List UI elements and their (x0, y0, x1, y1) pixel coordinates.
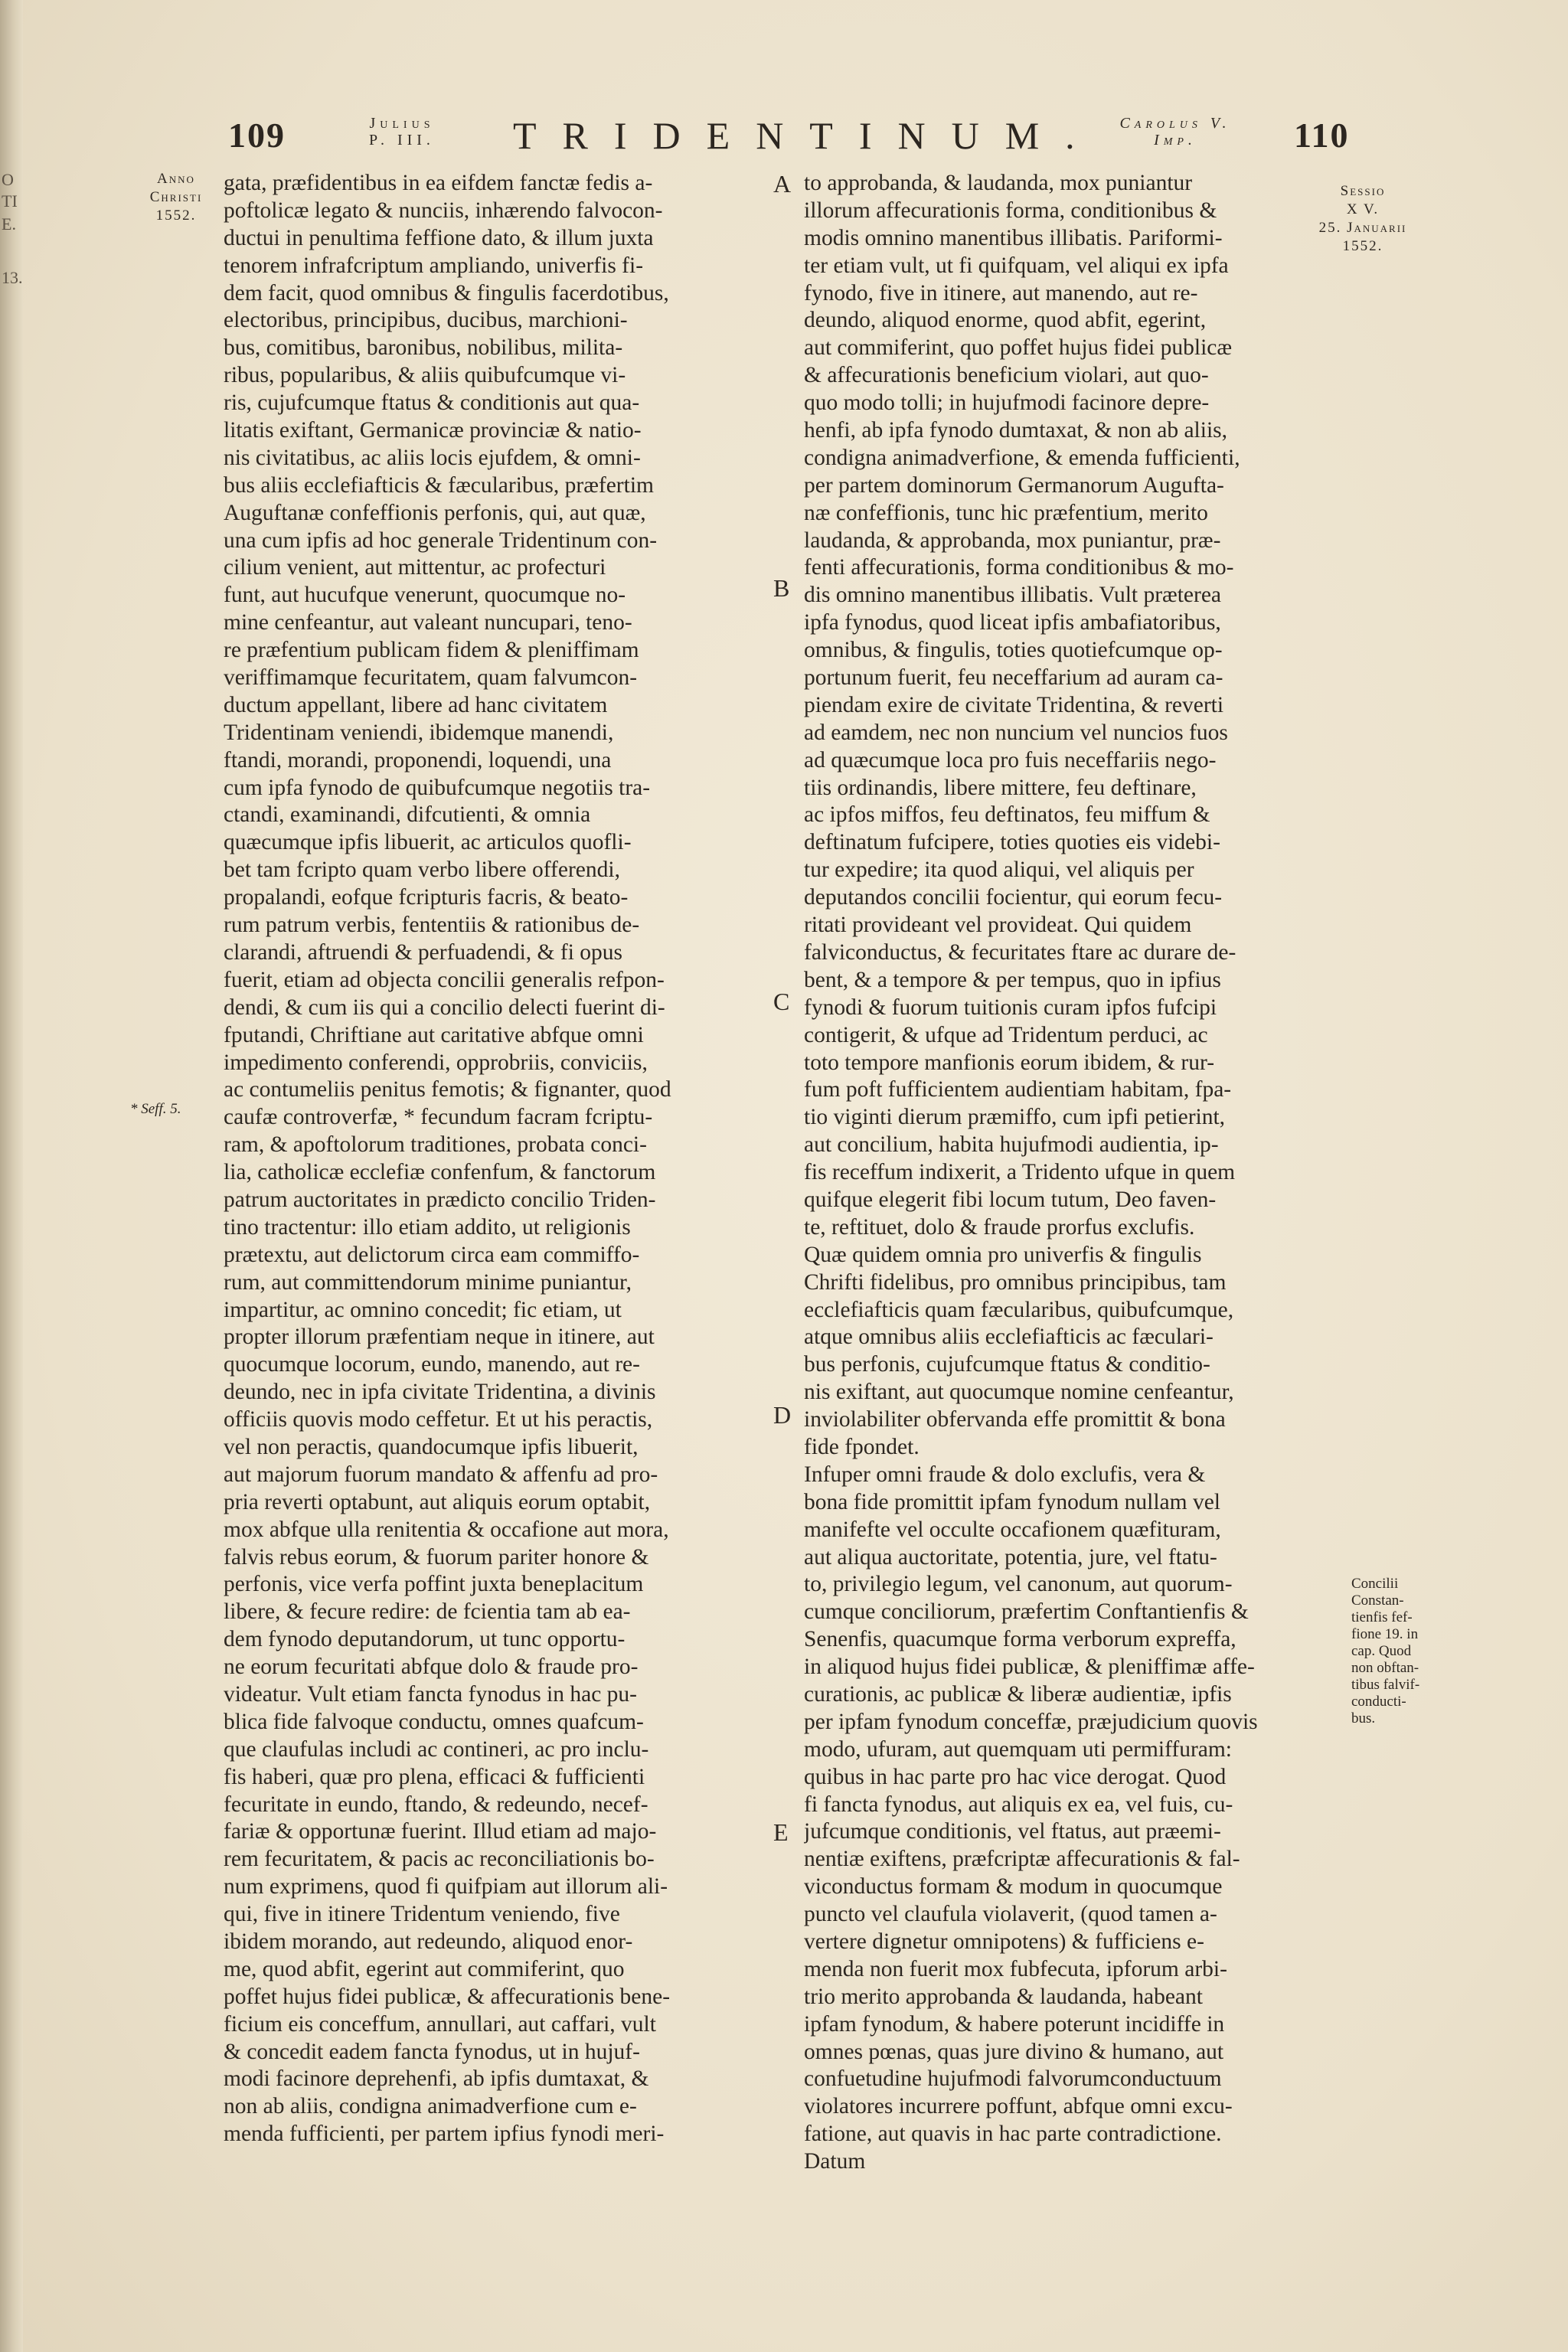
text-line: fenti affecurationis, forma conditionibus & mo- (804, 555, 1234, 580)
text-line: lia, catholicæ ecclefiæ confenfum, & fanctorum (224, 1160, 656, 1185)
text-line: rem fecuritatem, & pacis ac reconciliationis bo- (224, 1847, 655, 1872)
section-letter-c: C (773, 988, 790, 1015)
text-line: Tridentinam veniendi, ibidemque manendi, (224, 720, 614, 745)
text-line: tur expedire; ita quod aliqui, vel aliquis per (804, 858, 1194, 883)
header-pope-name: Julius (369, 115, 435, 132)
text-line: aut aliqua auctoritate, potentia, jure, vel ftatu- (804, 1544, 1217, 1570)
header-emperor-name: Carolus V. (1119, 115, 1231, 132)
text-line: ipfam fynodum, & habere poterunt incidiffe in (804, 2011, 1225, 2037)
book-page (23, 0, 1568, 2352)
margin-christi: Christi (149, 189, 203, 205)
text-line: quæcumque ipfis libuerit, ac articulos quofli- (224, 830, 632, 855)
text-line: & concedit eadem fancta fynodus, ut in hujuf- (224, 2039, 640, 2064)
book-spine (0, 0, 23, 2352)
text-line: non ab aliis, condigna animadverfione cum e- (224, 2094, 637, 2119)
text-line: cumque conciliorum, præfertim Conftantienfis & (804, 1599, 1249, 1625)
text-line: næ confeffionis, tunc hic præfentium, merito (804, 500, 1208, 525)
text-line: menda non fuerit mox fubfecuta, ipforum arbi- (804, 1956, 1227, 1981)
text-line: inviolabiliter obfervanda effe promittit & bona (804, 1407, 1226, 1432)
text-line: veriffimamque fecuritatem, quam falvumcon- (224, 665, 638, 691)
text-line: ad quæcumque loca pro fuis neceffariis nego- (804, 747, 1217, 773)
text-line: falvis rebus eorum, & fuorum pariter honore & (224, 1544, 649, 1570)
text-line: qui, five in itinere Tridentum veniendo, five (224, 1902, 620, 1927)
text-line: omnes pœnas, quas jure divino & humano, aut (804, 2039, 1224, 2064)
margin-note-line: non obftan- (1351, 1660, 1419, 1676)
text-line: bent, & a tempore & per tempus, quo in ipfius (804, 967, 1221, 992)
text-line: violatores incurrere poffunt, abfque omni excu- (804, 2094, 1233, 2119)
text-line: ac contumeliis penitus femotis; & fignanter, quod (224, 1077, 671, 1102)
text-line: Senenfis, quacumque forma verborum expreffa, (804, 1627, 1236, 1652)
text-line: bona fide promittit ipfam fynodum nullam vel (804, 1489, 1221, 1514)
text-line: manifefte vel occulte occafionem quæfituram, (804, 1517, 1221, 1542)
text-line: Chrifti fidelibus, pro omnibus principibus, tam (804, 1269, 1227, 1295)
margin-note-line: tibus falvif- (1351, 1677, 1420, 1693)
text-line: nentiæ exiftens, præfcriptæ affecurationis & fal- (804, 1847, 1240, 1872)
text-line: trio merito approbanda & laudanda, habeant (804, 1984, 1203, 2009)
text-line: blica fide falvoque conductu, omnes quafcum- (224, 1709, 644, 1734)
text-line: fynodo, five in itinere, aut manendo, aut re- (804, 280, 1198, 305)
text-line: fynodi & fuorum tuitionis curam ipfos fufcipi (804, 995, 1217, 1020)
text-line: tino tractentur: illo etiam addito, ut religionis (224, 1214, 631, 1240)
text-line: rum, aut committendorum minime puniantur, (224, 1269, 632, 1295)
text-line: fi fancta fynodus, aut aliquis ex ea, vel fuis, cu- (804, 1792, 1233, 1817)
text-line: to approbanda, & laudanda, mox puniantur (804, 171, 1193, 195)
spine-fragment: O (2, 170, 14, 189)
running-title: TRIDENTINUM. (513, 114, 1101, 157)
margin-date: 25. Januarii (1318, 220, 1407, 236)
text-line: quocumque locorum, eundo, manendo, aut re- (224, 1352, 640, 1377)
text-line: aut majorum fuorum mandato & affenfu ad pro- (224, 1462, 658, 1487)
text-line: patrum auctoritates in prædicto concilio Triden- (224, 1187, 656, 1212)
text-line: ac ipfos miffos, feu deftinatos, feu miffum & (804, 802, 1210, 828)
text-line: vel non peractis, quandocumque ipfis libuerit, (224, 1434, 639, 1459)
text-line: henfi, ab ipfa fynodo dumtaxat, & non ab aliis, (804, 418, 1227, 443)
page-number-left: 109 (228, 116, 286, 155)
text-line: curationis, ac publicæ & liberæ audientiæ, ipfis (804, 1681, 1232, 1707)
text-line: menda fufficienti, per partem ipfius fynodi meri- (224, 2122, 665, 2147)
section-letter-b: B (773, 574, 790, 602)
text-line: Infuper omni fraude & dolo exclufis, vera & (804, 1462, 1206, 1487)
margin-date-year: 1552. (1342, 238, 1383, 254)
text-line: re præfentium publicam fidem & pleniffimam (224, 638, 639, 663)
text-line: Quæ quidem omnia pro univerfis & fingulis (804, 1242, 1202, 1267)
margin-anno: Anno (157, 171, 195, 187)
text-line: bus, comitibus, baronibus, nobilibus, milita- (224, 335, 623, 361)
text-line: deundo, aliquod enorme, quod abfit, egerint, (804, 308, 1207, 333)
text-line: perfonis, vice verfa poffint juxta beneplacitum (224, 1572, 644, 1597)
text-line: rum patrum verbis, fententiis & rationibus de- (224, 913, 640, 938)
text-line: portunum fuerit, feu neceffarium ad auram ca- (804, 665, 1223, 691)
section-letter-e: E (773, 1818, 789, 1846)
text-line: ductum appellant, libere ad hanc civitatem (224, 692, 608, 717)
margin-sessio-number: X V. (1346, 201, 1380, 217)
text-line: per ipfam fynodum conceffæ, præjudicium quovis (804, 1709, 1258, 1734)
text-line: modo, ufuram, aut quemquam uti permiffuram: (804, 1736, 1233, 1762)
text-line: fuerit, etiam ad objecta concilii generalis refpon- (224, 967, 665, 992)
text-line: quibus in hac parte pro hac vice derogat. Quod (804, 1764, 1227, 1789)
text-line: litatis exiftant, Germanicæ provinciæ & natio- (224, 418, 642, 443)
text-line: ribus, popularibus, & aliis quibufcumque vi- (224, 363, 626, 388)
header-pope (345, 115, 459, 149)
text-line: gata, præfidentibus in ea eifdem fanctæ fedis a- (224, 171, 653, 195)
text-line: ter etiam vult, ut fi quifquam, vel aliqui ex ipfa (804, 253, 1229, 278)
margin-note-line: tienfis fef- (1351, 1609, 1413, 1625)
text-line: dem fynodo deputandorum, ut tunc opportu- (224, 1627, 626, 1652)
spine-fragment: E. (2, 214, 16, 234)
text-line: illorum affecurationis forma, conditionibus & (804, 198, 1217, 223)
text-line: Auguftanæ confeffionis perfonis, qui, aut quæ, (224, 500, 646, 525)
text-line: fis haberi, quæ pro plena, efficaci & fufficienti (224, 1764, 645, 1789)
text-line: laudanda, & approbanda, mox puniantur, præ- (804, 528, 1221, 553)
text-line: deftinatum fufcipere, toties quoties eis videbi- (804, 830, 1220, 855)
text-line: fputandi, Chriftiane aut caritative abfque omni (224, 1022, 644, 1047)
margin-note-line: cap. Quod (1351, 1643, 1412, 1659)
text-line: tenorem infrafcriptum ampliando, univerfis fi- (224, 253, 644, 278)
text-line: propalandi, eofque fcripturis facris, & beato- (224, 885, 629, 910)
margin-sessio: Sessio (1340, 183, 1386, 199)
text-line: per partem dominorum Germanorum Augufta- (804, 472, 1224, 498)
text-line: caufæ controverfæ, * fecundum facram fcriptu- (224, 1105, 653, 1130)
header-pope-title: P. III. (369, 132, 435, 149)
text-line: fecuritate in eundo, ftando, & redeundo, necef- (224, 1792, 648, 1817)
text-line: puncto vel claufula violaverit, (quod tamen a- (804, 1902, 1217, 1927)
text-line: modis omnino manentibus illibatis. Pariformi- (804, 225, 1223, 250)
text-line: to, privilegio legum, vel canonum, aut quorum- (804, 1572, 1233, 1597)
text-line: libere, & fecure redire: de fcientia tam ab ea- (224, 1599, 631, 1625)
section-letter-a: A (773, 170, 792, 198)
text-line: aut commiferint, quo poffet hujus fidei publicæ (804, 335, 1233, 361)
margin-note-line: bus. (1351, 1710, 1376, 1726)
spine-fragment: 13. (2, 268, 23, 287)
text-line: quifque elegerit fibi locum tutum, Deo faven- (804, 1187, 1217, 1212)
text-line: piendam exire de civitate Tridentina, & reverti (804, 692, 1224, 717)
text-line: funt, aut hucufque venerunt, quocumque no- (224, 583, 626, 608)
text-line: fis receffum indixerit, a Tridento ufque in quem (804, 1160, 1236, 1185)
text-line: deputandos concilii focientur, qui eorum fecu- (804, 885, 1223, 910)
margin-anno-christi (130, 170, 222, 225)
text-line: viconductus formam & modum in quocumque (804, 1874, 1223, 1900)
text-line: ne eorum fecuritati abfque dolo & fraude pro- (224, 1655, 639, 1680)
text-line: te, reftituet, dolo & fraude prorfus exclufis. (804, 1214, 1195, 1240)
text-line: tio viginti dierum præmiffo, cum ipfi petierint, (804, 1105, 1226, 1130)
text-line: & affecurationis beneficium violari, aut quo- (804, 363, 1209, 388)
text-column-right (804, 170, 1340, 2176)
text-line: ram, & apoftolorum traditiones, probata conci- (224, 1132, 647, 1158)
text-line: condigna animadverfione, & emenda fufficienti, (804, 445, 1240, 470)
text-line: cilium venient, aut mittentur, ac profecturi (224, 555, 606, 580)
text-line: bus perfonis, cujufcumque ftatus & conditio- (804, 1352, 1210, 1377)
text-line: aut concilium, habita hujufmodi audientia, ip- (804, 1132, 1219, 1158)
text-line: clarandi, aftruendi & perfuadendi, & fi opus (224, 939, 622, 965)
text-line: poffet hujus fidei publicæ, & affecurationis bene- (224, 1984, 671, 2009)
text-line: confuetudine hujufmodi falvorumconductuum (804, 2066, 1222, 2092)
text-line: modi facinore deprehenfi, ab ipfis dumtaxat, & (224, 2066, 649, 2092)
margin-year: 1552. (155, 207, 197, 224)
text-line: cum ipfa fynodo de quibufcumque negotiis tra- (224, 775, 651, 800)
text-line: ritati provideant vel provideat. Qui quidem (804, 913, 1192, 938)
text-line: bus aliis ecclefiafticis & fæcularibus, præfertim (224, 472, 654, 498)
text-line: tiis ordinandis, libere mittere, feu deftinare, (804, 775, 1197, 800)
header-emperor (1087, 115, 1263, 149)
text-line: ibidem morando, aut redeundo, aliquod enor- (224, 1929, 633, 1954)
text-line: contigerit, & ufque ad Tridentum perduci, ac (804, 1022, 1208, 1047)
margin-note-line: fione 19. in (1351, 1626, 1419, 1642)
text-line: poftolicæ legato & nunciis, inhærendo falvocon- (224, 198, 663, 223)
text-line: dis omnino manentibus illibatis. Vult præterea (804, 583, 1222, 608)
text-line: officiis quovis modo ceffetur. Et ut his peractis, (224, 1407, 653, 1432)
text-line: fide fpondet. (804, 1434, 920, 1459)
text-line: una cum ipfis ad hoc generale Tridentinum con- (224, 528, 658, 553)
text-line: pria reverti optabunt, aut aliquis eorum optabit, (224, 1489, 651, 1514)
text-line: vertere dignetur omnipotens) & fufficiens e- (804, 1929, 1204, 1954)
text-line: fariæ & opportunæ fuerint. Illud etiam ad majo- (224, 1819, 657, 1844)
text-line: in aliquod hujus fidei publicæ, & pleniffimæ affe- (804, 1655, 1255, 1680)
text-line: ipfa fynodus, quod liceat ipfis ambafiatoribus, (804, 610, 1221, 635)
text-line: dem facit, quod omnibus & fingulis facerdotibus, (224, 280, 669, 305)
text-line: Datum (804, 2149, 866, 2174)
text-line: dendi, & cum iis qui a concilio delecti fuerint di- (224, 995, 665, 1020)
section-letter-d: D (773, 1401, 792, 1429)
text-line: ctandi, examinandi, difcutienti, & omnia (224, 802, 591, 828)
header-emperor-title: Imp. (1154, 132, 1197, 149)
text-line: que claufulas includi ac contineri, ac pro inclu- (224, 1736, 649, 1762)
text-line: atque omnibus aliis ecclefiafticis ac fæculari- (804, 1325, 1214, 1350)
text-line: ris, cujufcumque ftatus & conditionis aut qua- (224, 390, 640, 416)
margin-concilii-constantiensis (1351, 1576, 1459, 1727)
text-line: omnibus, & fingulis, toties quotiefcumque op- (804, 638, 1223, 663)
page-number-right: 110 (1294, 116, 1350, 155)
text-line: electoribus, principibus, ducibus, marchioni- (224, 308, 628, 333)
text-line: num exprimens, quod fi quifpiam aut illorum ali- (224, 1874, 668, 1900)
text-line: toto tempore manfionis eorum ibidem, & rur- (804, 1050, 1215, 1075)
text-line: prætextu, aut delictorum circa eam commiffo- (224, 1242, 640, 1267)
text-line: ficium eis conceffum, annullari, aut caffari, vult (224, 2011, 656, 2037)
margin-session-ref: * Seff. 5. (130, 1101, 181, 1117)
margin-note-line: Concilii (1351, 1576, 1399, 1592)
margin-note-line: Constan- (1351, 1592, 1404, 1609)
margin-note-line: conducti- (1351, 1694, 1406, 1710)
text-line: ductui in penultima feffione dato, & illum juxta (224, 225, 654, 250)
text-line: fatione, aut quavis in hac parte contradictione. (804, 2122, 1222, 2147)
text-line: nis civitatibus, ac aliis locis ejufdem, & omni- (224, 445, 641, 470)
text-line: impedimento conferendi, opprobriis, conviciis, (224, 1050, 648, 1075)
text-column-left (224, 170, 790, 2148)
text-line: impartitur, ac omnino concedit; fic etiam, ut (224, 1297, 622, 1322)
text-line: deundo, nec in ipfa civitate Tridentina, a divinis (224, 1380, 656, 1405)
text-line: videatur. Vult etiam fancta fynodus in hac pu- (224, 1681, 638, 1707)
text-line: propter illorum præfentiam neque in itinere, aut (224, 1325, 655, 1350)
text-line: falviconductus, & fecuritates ftare ac durare de- (804, 939, 1236, 965)
text-line: fum poft fufficientem audientiam habitam, fpa- (804, 1077, 1232, 1102)
text-line: nis exiftant, aut quocumque nomine cenfeantur, (804, 1380, 1234, 1405)
text-line: jufcumque conditionis, vel ftatus, aut præemi- (804, 1819, 1221, 1844)
text-line: me, quod abfit, egerint aut commiferint, quo (224, 1956, 625, 1981)
text-line: ecclefiafticis quam fæcularibus, quibufcumque, (804, 1297, 1234, 1322)
text-line: mox abfque ulla renitentia & occafione aut mora, (224, 1517, 669, 1542)
spine-fragment: TI (2, 191, 18, 211)
text-line: bet tam fcripto quam verbo libere offerendi, (224, 858, 620, 883)
text-line: ftandi, morandi, proponendi, loquendi, una (224, 747, 612, 773)
text-line: ad eamdem, nec non nuncium vel nuncios fuos (804, 720, 1228, 745)
text-line: quo modo tolli; in hujufmodi facinore depre- (804, 390, 1210, 416)
text-line: mine cenfeantur, aut valeant nuncupari, teno- (224, 610, 632, 635)
